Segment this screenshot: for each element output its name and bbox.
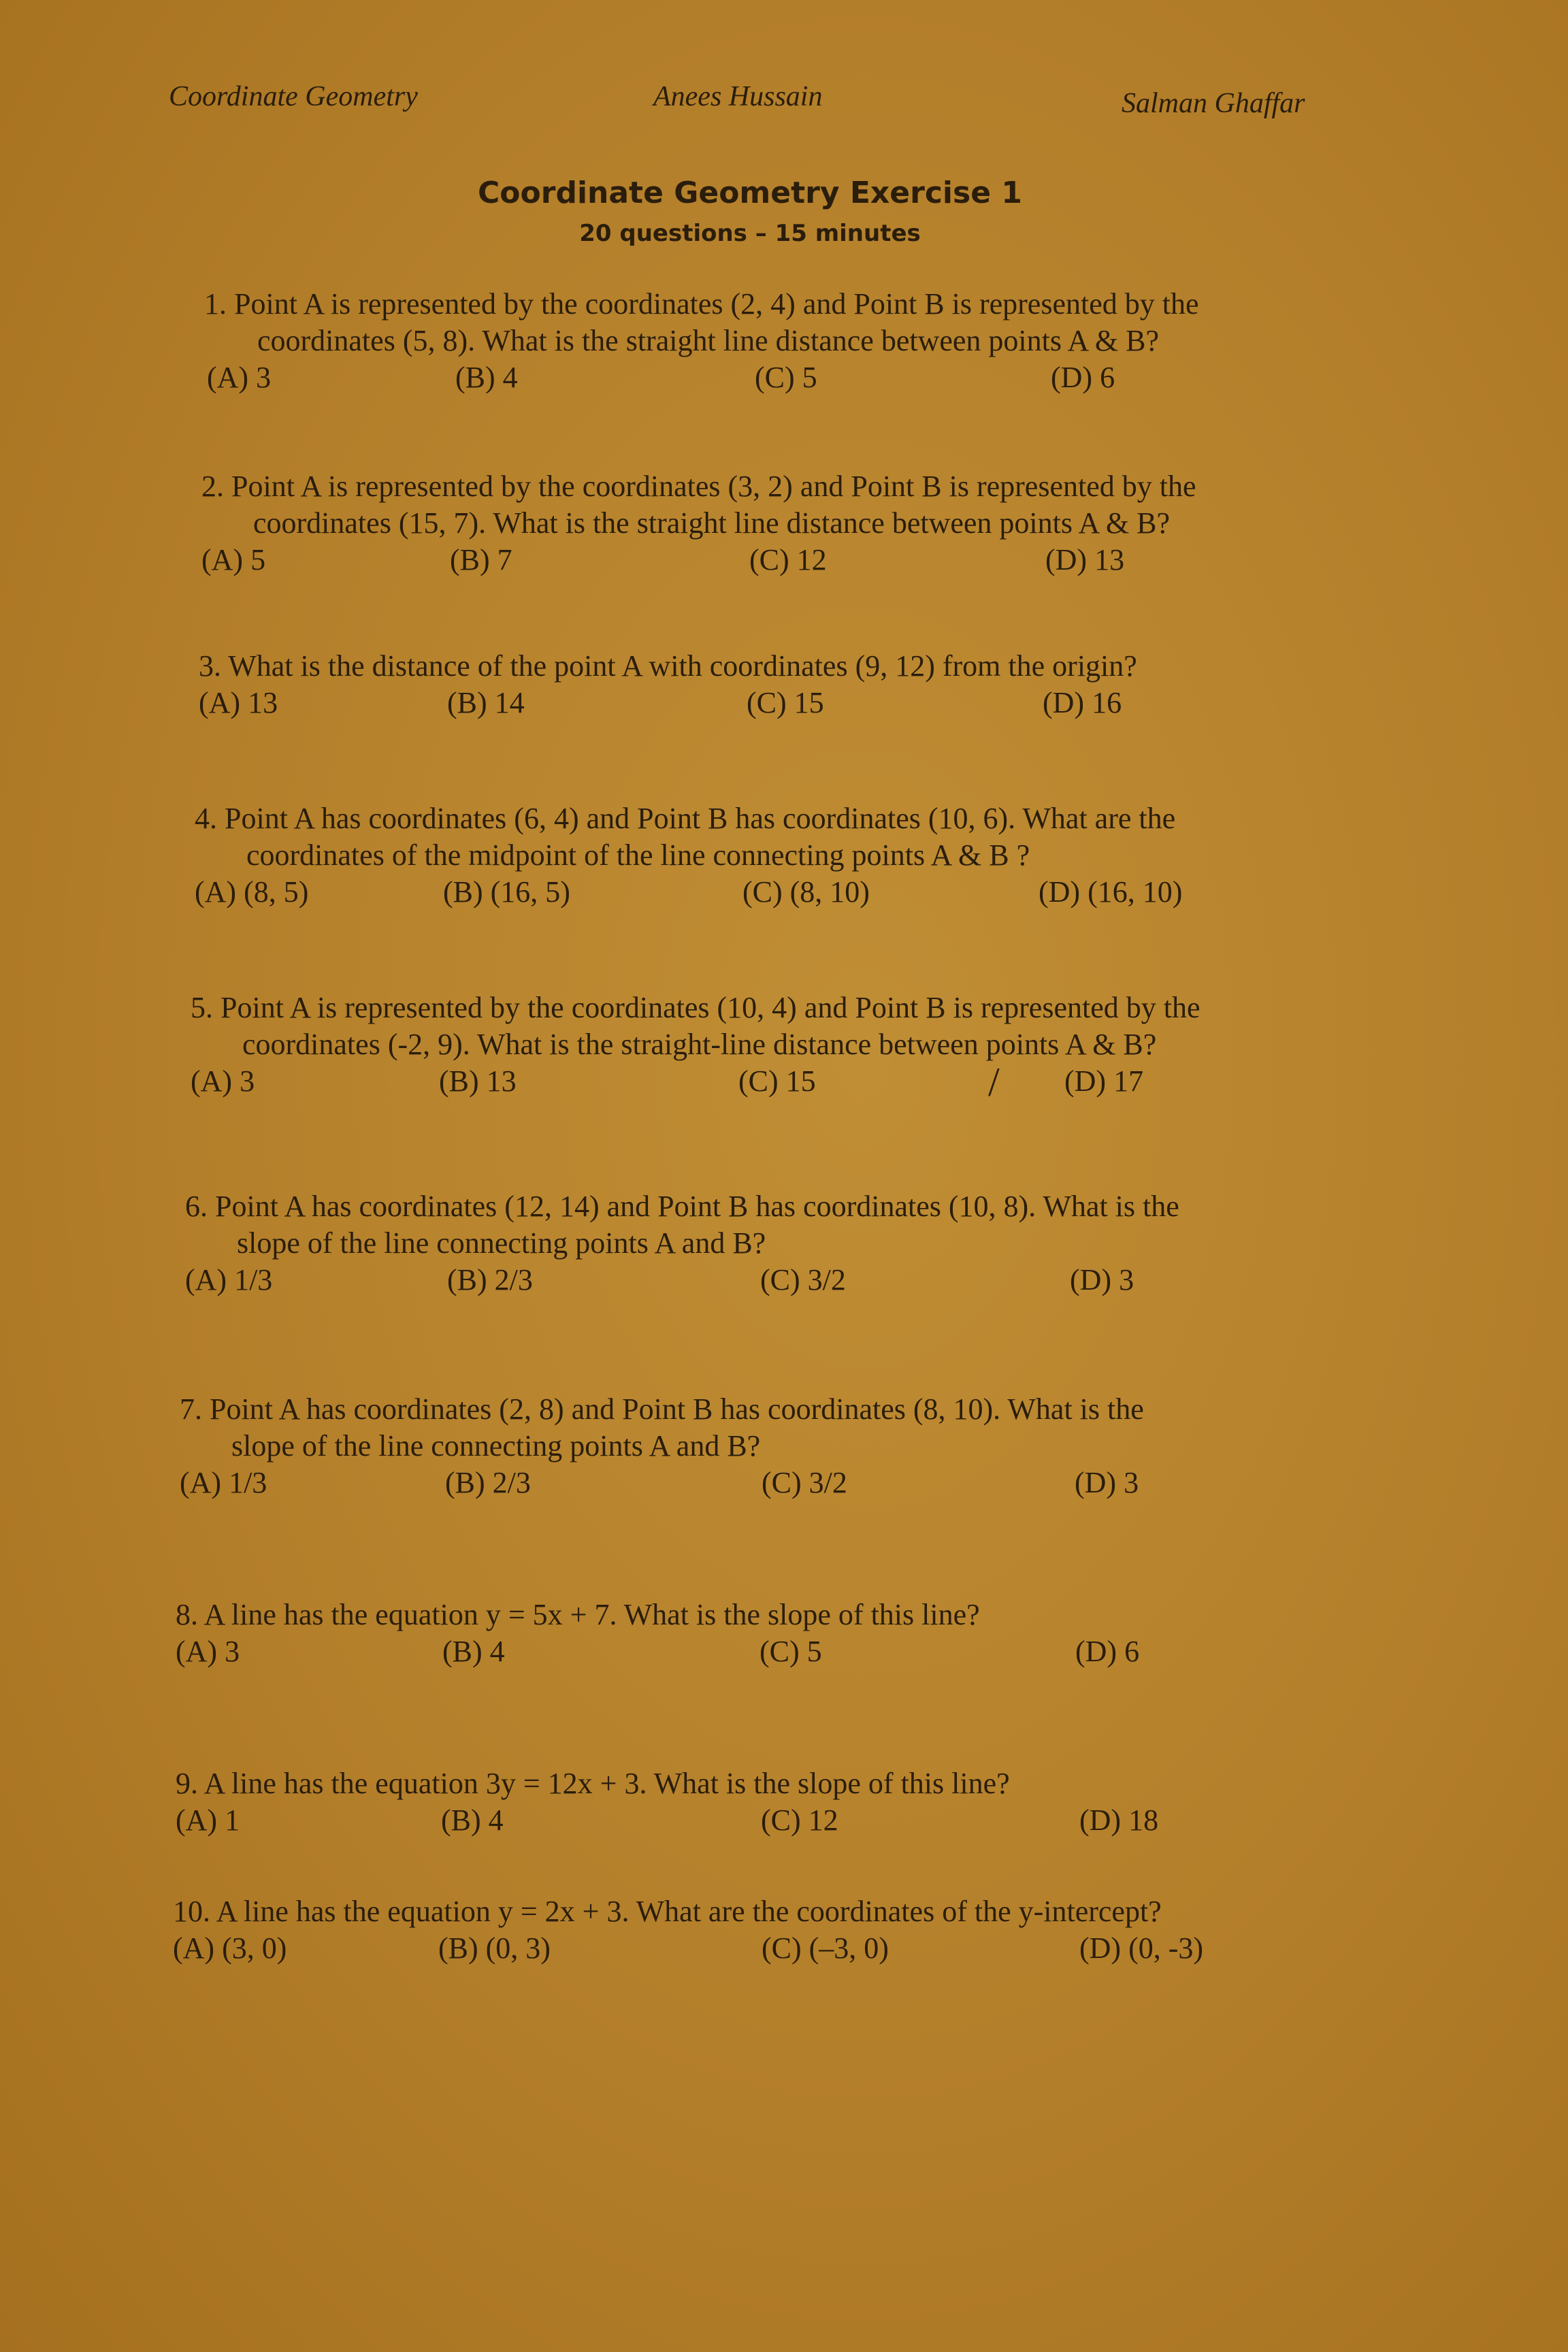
answer-options: [191, 1060, 1200, 1105]
question-number: 8.: [176, 1598, 198, 1631]
option-b[interactable]: (B) 2/3: [445, 1466, 531, 1499]
question-number: 3.: [199, 649, 221, 683]
answer-options: [199, 685, 1137, 721]
question-stem-line: [201, 468, 1196, 505]
option-c[interactable]: (C) 12: [749, 543, 827, 576]
question-number: 1.: [204, 287, 227, 321]
pen-mark: /: [988, 1060, 1000, 1105]
answer-options: [176, 1633, 1140, 1670]
option-b[interactable]: (B) 2/3: [447, 1263, 533, 1296]
question-stem-line: [191, 990, 1200, 1026]
option-c[interactable]: (C) (8, 10): [742, 875, 870, 909]
answer-options: [195, 874, 1183, 911]
option-c[interactable]: (C) 15: [747, 686, 824, 719]
option-d[interactable]: (D) (16, 10): [1039, 875, 1183, 909]
question-9: [176, 1765, 1159, 1839]
question-stem-line: [199, 648, 1137, 685]
option-a[interactable]: (A) 5: [201, 543, 266, 576]
question-number: 6.: [185, 1190, 208, 1223]
question-stem-line: [204, 286, 1199, 323]
header-subject: Coordinate Geometry: [169, 81, 418, 112]
option-a[interactable]: (A) 3: [191, 1064, 255, 1098]
answer-options: [185, 1262, 1179, 1298]
exercise-title: Coordinate Geometry Exercise 1: [478, 176, 1022, 210]
question-text-continued: coordinates (-2, 9). What is the straight-line distance between points A & B?: [242, 1028, 1157, 1061]
option-b[interactable]: (B) 7: [450, 543, 512, 576]
option-c[interactable]: (C) 5: [755, 361, 817, 394]
question-text-continued: coordinates of the midpoint of the line connecting points A & B ?: [246, 838, 1030, 872]
question-stem-line: [176, 1765, 1010, 1802]
question-number: 10.: [173, 1895, 210, 1928]
question-stem-line: [185, 1188, 1179, 1225]
option-c[interactable]: (C) 12: [761, 1803, 838, 1837]
option-d[interactable]: (D) 3: [1075, 1466, 1139, 1499]
question-5: [191, 990, 1200, 1105]
answer-options: [180, 1465, 1144, 1501]
option-d[interactable]: (D) 6: [1075, 1635, 1140, 1668]
question-text: Point A is represented by the coordinates (10, 4) and Point B is represented by the: [220, 991, 1200, 1024]
header-author: Anees Hussain: [653, 81, 823, 112]
option-a[interactable]: (A) 1/3: [180, 1466, 267, 1499]
option-a[interactable]: (A) 1: [176, 1803, 240, 1837]
question-3: [199, 648, 1137, 721]
exercise-heading: [0, 176, 1568, 247]
answer-options: [176, 1802, 1159, 1839]
question-1: [204, 286, 1199, 396]
question-8: [176, 1597, 1140, 1670]
question-text: A line has the equation 3y = 12x + 3. What is the slope of this line?: [203, 1767, 1010, 1800]
option-a[interactable]: (A) (3, 0): [173, 1931, 287, 1965]
question-number: 2.: [201, 470, 224, 503]
option-b[interactable]: (B) 14: [447, 686, 525, 719]
question-text-continued: slope of the line connecting points A and B?: [237, 1226, 766, 1260]
question-text: A line has the equation y = 2x + 3. What are the coordinates of the y-intercept?: [216, 1895, 1162, 1928]
option-d[interactable]: (D) 3: [1070, 1263, 1134, 1296]
option-b[interactable]: (B) 13: [439, 1064, 517, 1098]
option-d[interactable]: (D) (0, -3): [1079, 1931, 1204, 1965]
option-b[interactable]: (B) 4: [441, 1803, 504, 1837]
option-b[interactable]: (B) (16, 5): [443, 875, 570, 909]
question-stem-line: [173, 1893, 1162, 1930]
option-c[interactable]: (C) 15: [738, 1064, 816, 1098]
option-a[interactable]: (A) 1/3: [185, 1263, 273, 1296]
question-text-continued: coordinates (5, 8). What is the straight line distance between points A & B?: [257, 324, 1160, 357]
question-text: What is the distance of the point A with coordinates (9, 12) from the origin?: [228, 649, 1137, 683]
option-d[interactable]: (D) 6: [1051, 361, 1115, 394]
page-header: [0, 80, 1568, 121]
option-c[interactable]: (C) 3/2: [760, 1263, 846, 1296]
question-text: A line has the equation y = 5x + 7. What is the slope of this line?: [203, 1598, 980, 1631]
header-coauthor: Salman Ghaffar: [1122, 88, 1305, 119]
question-number: 4.: [195, 802, 217, 835]
question-stem-line: [176, 1597, 980, 1633]
question-stem-line: [195, 800, 1175, 837]
option-a[interactable]: (A) (8, 5): [195, 875, 309, 909]
question-4: [195, 800, 1183, 911]
question-10: [173, 1893, 1204, 1967]
option-a[interactable]: (A) 13: [199, 686, 278, 719]
option-a[interactable]: (A) 3: [207, 361, 272, 394]
option-d[interactable]: (D) 17: [1064, 1064, 1144, 1098]
question-text-continued: slope of the line connecting points A and B?: [231, 1429, 761, 1463]
option-c[interactable]: (C) 3/2: [762, 1466, 847, 1499]
question-number: 5.: [191, 991, 213, 1024]
option-b[interactable]: (B) (0, 3): [438, 1931, 551, 1965]
option-b[interactable]: (B) 4: [442, 1635, 505, 1668]
answer-options: [201, 542, 1196, 578]
option-d[interactable]: (D) 16: [1043, 686, 1122, 719]
option-d[interactable]: (D) 18: [1079, 1803, 1159, 1837]
question-text: Point A is represented by the coordinates (2, 4) and Point B is represented by the: [234, 287, 1199, 321]
question-6: [185, 1188, 1179, 1298]
question-text-continued: coordinates (15, 7). What is the straight line distance between points A & B?: [253, 506, 1171, 540]
option-a[interactable]: (A) 3: [176, 1635, 240, 1668]
question-text: Point A is represented by the coordinates (3, 2) and Point B is represented by the: [231, 470, 1196, 503]
question-number: 7.: [180, 1392, 202, 1426]
question-2: [201, 468, 1196, 578]
answer-options: [207, 359, 1199, 396]
option-b[interactable]: (B) 4: [455, 361, 518, 394]
question-number: 9.: [176, 1767, 198, 1800]
question-text: Point A has coordinates (6, 4) and Point B has coordinates (10, 6). What are the: [225, 802, 1176, 835]
question-text: Point A has coordinates (12, 14) and Point B has coordinates (10, 8). What is the: [215, 1190, 1179, 1223]
answer-options: [173, 1930, 1204, 1967]
question-stem-line: [180, 1391, 1144, 1428]
exercise-subtitle: 20 questions – 15 minutes: [579, 220, 921, 247]
question-7: [180, 1391, 1144, 1501]
question-text: Point A has coordinates (2, 8) and Point B has coordinates (8, 10). What is the: [210, 1392, 1144, 1426]
option-d[interactable]: (D) 13: [1045, 543, 1125, 576]
option-c[interactable]: (C) (–3, 0): [762, 1931, 889, 1965]
option-c[interactable]: (C) 5: [760, 1635, 822, 1668]
